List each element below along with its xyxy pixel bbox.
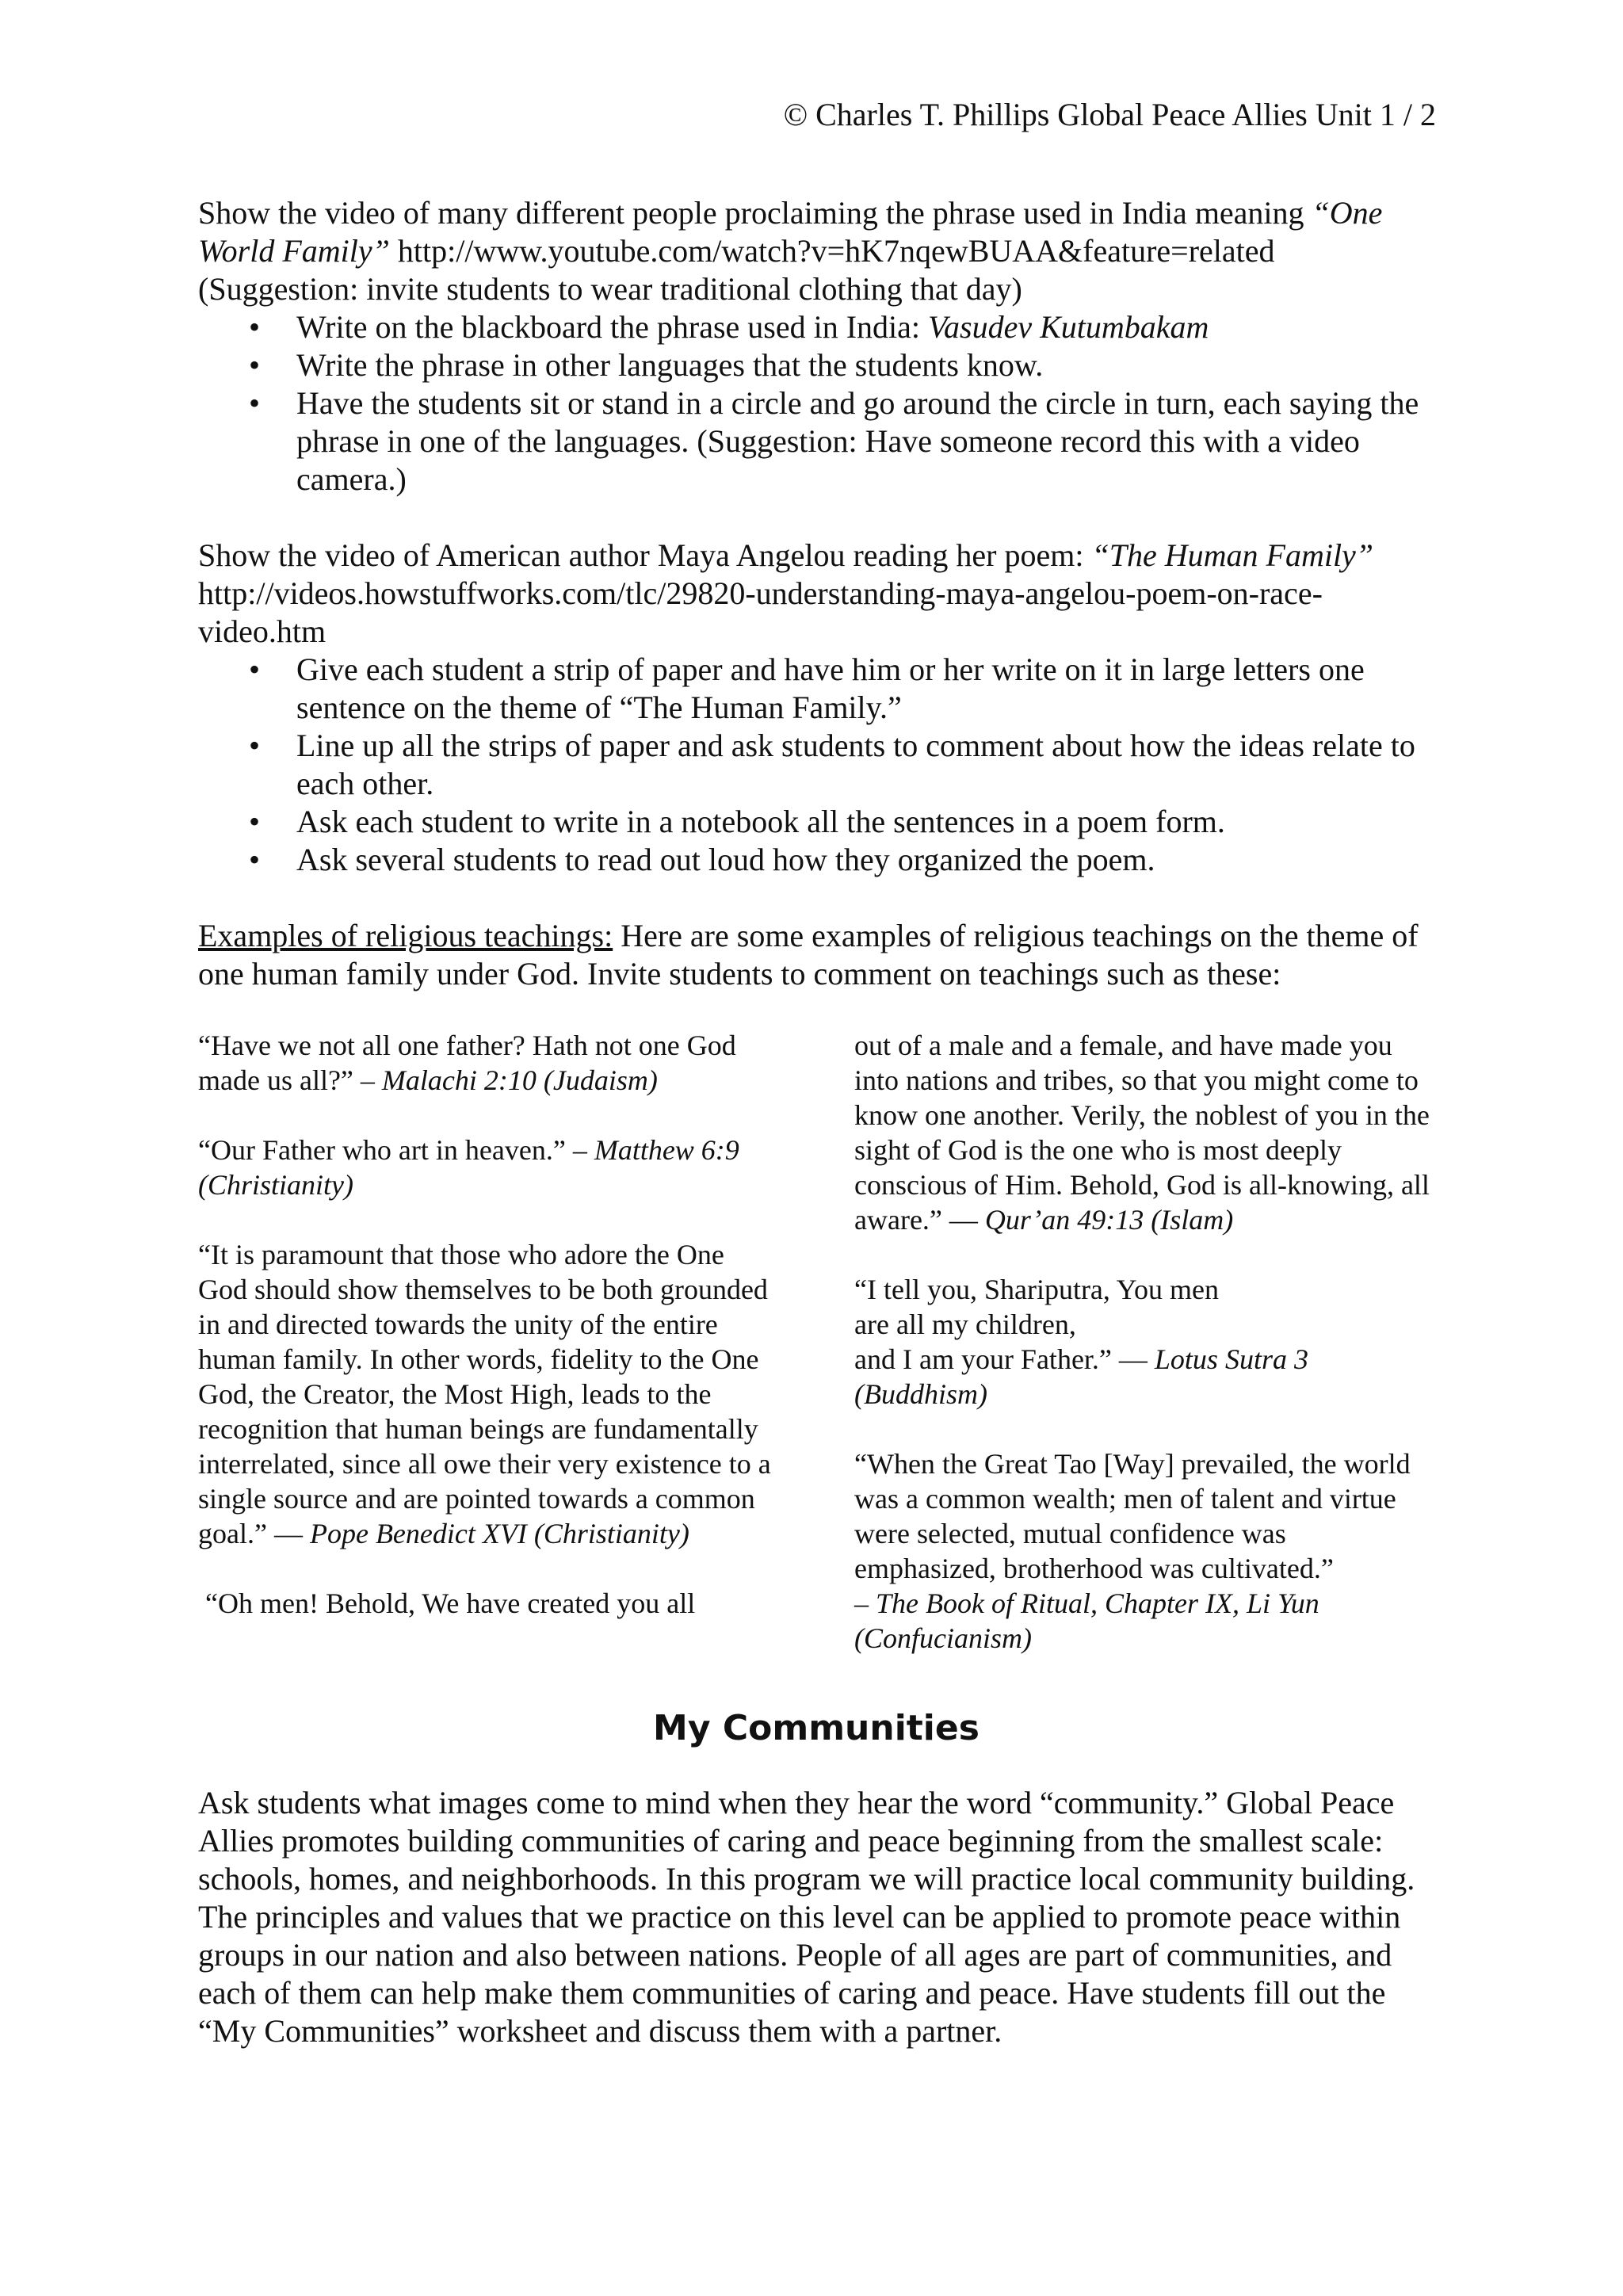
quote-quran-start: “Oh men! Behold, We have created you all xyxy=(198,1587,696,1619)
quotes-right-column xyxy=(854,1028,1434,1656)
quote-quran-continued xyxy=(854,1028,1434,1237)
religious-teachings-label: Examples of religious teachings: xyxy=(198,918,613,953)
bullet-item: • Ask several students to read out loud how they organized the poem. xyxy=(296,841,1434,879)
intro-text: Show the video of many different people proclaiming the phrase used in India meaning xyxy=(198,195,1312,231)
quote-text: “Have we not all one father? Hath not one God made us all?” xyxy=(198,1030,736,1096)
page-content xyxy=(198,194,1434,2050)
human-family-paragraph xyxy=(198,537,1434,651)
quote-text: “Our Father who art in heaven.” xyxy=(198,1134,573,1166)
quotes-left-column xyxy=(198,1028,778,1656)
one-world-family-paragraph xyxy=(198,194,1434,308)
quote-citation: – Matthew 6:9 (Christianity) xyxy=(198,1134,739,1201)
quote-lotus-sutra xyxy=(854,1272,1434,1412)
quote-text: out of a male and a female, and have made you into nations and tribes, so that you might come to know one another. Verily, the noblest of you in the sight of God is the one who is most deeply conscious of Him. Behold, God is all-knowing, all aware.” — xyxy=(854,1030,1430,1236)
quote-citation: Qur’an 49:13 (Islam) xyxy=(984,1204,1234,1236)
bullet-item: • Ask each student to write in a notebook all the sentences in a poem form. xyxy=(296,803,1434,841)
quote-line: are all my children, xyxy=(854,1308,1076,1340)
one-world-family-bullets xyxy=(198,308,1434,499)
quote-citation: Lotus Sutra 3 (Buddhism) xyxy=(854,1343,1308,1410)
page-header: © Charles T. Phillips Global Peace Allies Unit 1 / 2 xyxy=(783,97,1436,132)
quote-line: and I am your Father.” — xyxy=(854,1343,1155,1375)
quote-citation: – The Book of Ritual, Chapter IX, Li Yun (Confucianism) xyxy=(854,1587,1319,1654)
bullet-item: • Have the students sit or stand in a circle and go around the circle in turn, each saying the phrase in one of the languages. (Suggestion: Have someone record this with a video camera.) xyxy=(296,384,1434,499)
quotes-columns xyxy=(198,1028,1434,1656)
bullet-item: • Write the phrase in other languages that the students know. xyxy=(296,346,1434,384)
quote-matthew xyxy=(198,1133,778,1202)
suggestion-text: (Suggestion: invite students to wear traditional clothing that day) xyxy=(198,271,1022,307)
quote-text: “When the Great Tao [Way] prevailed, the world was a common wealth; men of talent and virtue were selected, mutual confidence was emphasized, brotherhood was cultivated.” xyxy=(854,1448,1411,1584)
vasudev-phrase: Vasudev Kutumbakam xyxy=(928,309,1209,345)
religious-teachings-paragraph xyxy=(198,917,1434,993)
bullet-text: Write on the blackboard the phrase used in India: xyxy=(296,309,929,345)
quote-malachi xyxy=(198,1028,778,1098)
quote-text: “It is paramount that those who adore the One God should show themselves to be both grounded in and directed towards the unity of the entire human family. In other words, fidelity to the One God, the Creator, the Most High, leads to the recognition that human beings are fundamentally interrelated, since all owe their very existence to a single source and are pointed towards a common goal.” — xyxy=(198,1239,771,1549)
poem-title: “The Human Family” xyxy=(1091,537,1374,573)
youtube-url: http://www.youtube.com/watch?v=hK7nqewBUAA&feature=related xyxy=(389,233,1275,269)
quote-citation: – Malachi 2:10 (Judaism) xyxy=(360,1064,658,1096)
my-communities-heading: My Communities xyxy=(653,1708,980,1748)
howstuffworks-url: http://videos.howstuffworks.com/tlc/29820-understanding-maya-angelou-poem-on-race-video.htm xyxy=(198,575,1323,649)
bullet-item: • Line up all the strips of paper and ask students to comment about how the ideas relate to each other. xyxy=(296,727,1434,803)
bullet-item: • Give each student a strip of paper and have him or her write on it in large letters one sentence on the theme of “The Human Family.” xyxy=(296,651,1434,727)
quote-book-of-ritual xyxy=(854,1446,1434,1656)
bullet-item xyxy=(296,308,1434,346)
intro-text: Show the video of American author Maya Angelou reading her poem: xyxy=(198,537,1092,573)
quote-benedict xyxy=(198,1237,778,1551)
quote-line: “I tell you, Shariputra, You men xyxy=(854,1274,1219,1305)
religious-teachings-text: Here are some examples of religious teachings on the theme of one human family under God. Invite students to comment on teachings such as these: xyxy=(198,918,1419,991)
my-communities-paragraph: Ask students what images come to mind when they hear the word “community.” Global Peace Allies promotes building communities of caring and peace beginning from the smallest scale: schools, homes, and neighborhoods. In this program we will practice local community building. The principles and values that we practice on this level can be applied to promote peace within groups in our nation and also between nations. People of all ages are part of communities, and each of them can help make them communities of caring and peace. Have students fill out the “My Communities” worksheet and discuss them with a partner. xyxy=(198,1785,1415,2049)
human-family-bullets xyxy=(198,651,1434,879)
phrase-title: “One World Family” xyxy=(198,195,1383,269)
quote-citation: Pope Benedict XVI (Christianity) xyxy=(309,1518,689,1549)
